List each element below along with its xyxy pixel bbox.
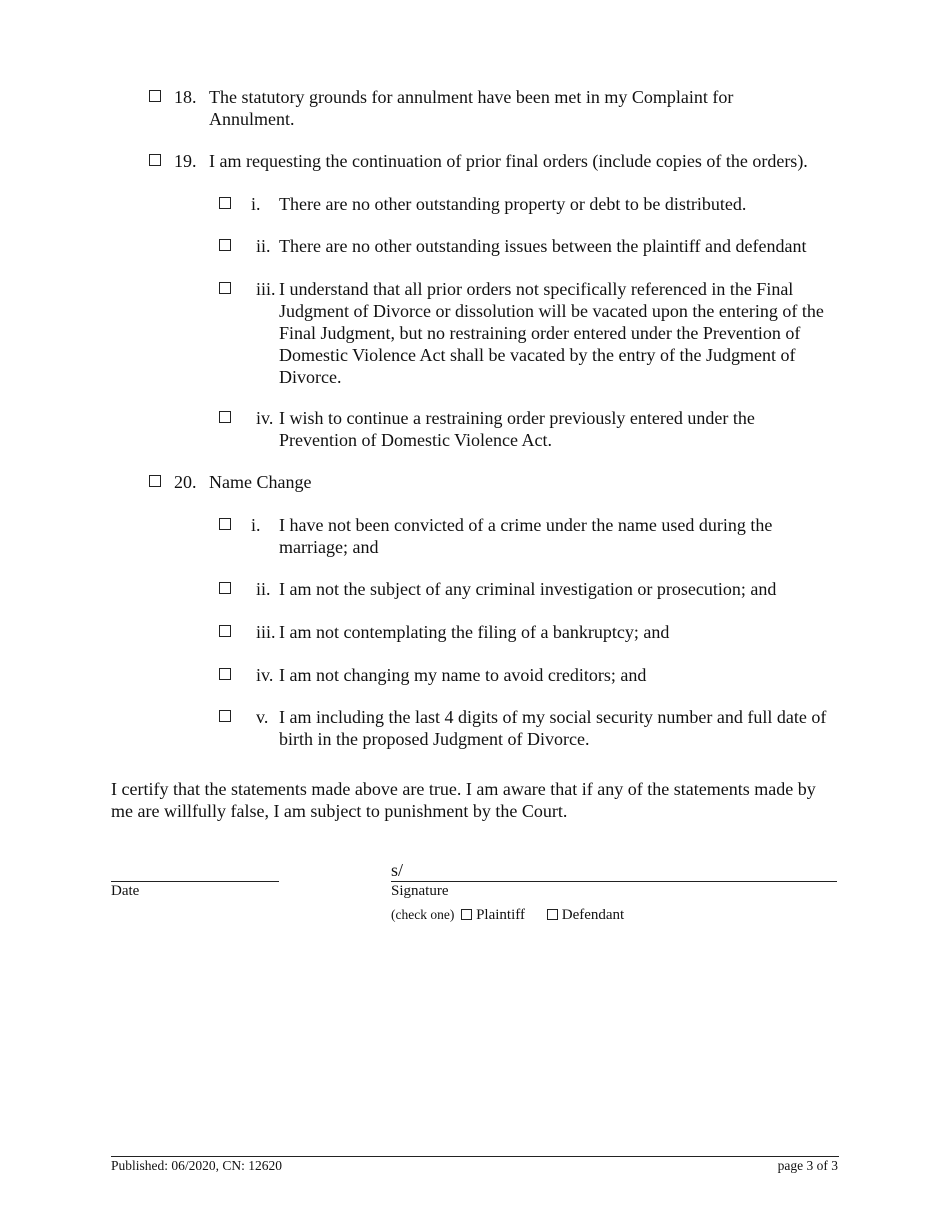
sub-item-number: iv. xyxy=(256,665,274,685)
sub-item-number: v. xyxy=(256,707,269,727)
item-text: Name Change xyxy=(209,472,312,492)
sub-item-text: I am including the last 4 digits of my social security number and full date of birth in the proposed Judgment of Divorce. xyxy=(279,707,827,749)
item-20-sub-i xyxy=(0,514,950,560)
item-19-sub-i-checkbox[interactable] xyxy=(219,197,231,209)
sub-item-number: iii. xyxy=(256,622,276,642)
item-20-sub-v-checkbox[interactable] xyxy=(219,710,231,722)
sub-item-text: I understand that all prior orders not specifically referenced in the Final Judgment of Divorce or dissolution will be vacated upon the entering of the Final Judgment, but no restraining order entered under the Prevention of Domestic Violence Act shall be vacated by the entry of the Judgment of Divorce. xyxy=(279,279,824,387)
item-20-sub-ii-checkbox[interactable] xyxy=(219,582,231,594)
footer-page-number: page 3 of 3 xyxy=(777,1158,838,1173)
sub-item-text: I am not the subject of any criminal investigation or prosecution; and xyxy=(279,579,777,599)
item-19 xyxy=(0,150,950,174)
defendant-label: Defendant xyxy=(561,907,625,923)
sub-item-text: I am not contemplating the filing of a bankruptcy; and xyxy=(279,622,670,642)
item-20-sub-iii-checkbox[interactable] xyxy=(219,625,231,637)
item-20-sub-v xyxy=(0,706,950,752)
item-20-sub-iv-checkbox[interactable] xyxy=(219,668,231,680)
item-20-sub-iii xyxy=(0,621,950,645)
sub-item-text: I am not changing my name to avoid creditors; and xyxy=(279,665,647,685)
sub-item-text: There are no other outstanding property or debt to be distributed. xyxy=(279,194,747,214)
item-number: 20. xyxy=(174,472,197,492)
sub-item-number: iv. xyxy=(256,408,274,428)
item-text: The statutory grounds for annulment have been met in my Complaint for Annulment. xyxy=(209,87,734,129)
date-label: Date xyxy=(111,883,140,899)
sub-item-number: iii. xyxy=(256,279,276,299)
item-20-sub-iv xyxy=(0,664,950,688)
item-18-checkbox[interactable] xyxy=(149,90,161,102)
item-18 xyxy=(0,86,950,132)
sub-item-number: ii. xyxy=(256,579,271,599)
item-19-sub-ii xyxy=(0,235,950,259)
party-selection xyxy=(391,906,624,924)
item-20 xyxy=(0,471,950,495)
plaintiff-checkbox[interactable] xyxy=(461,909,472,920)
sub-item-number: ii. xyxy=(256,236,271,256)
footer-published: Published: 06/2020, CN: 12620 xyxy=(111,1158,283,1173)
item-19-sub-iii-checkbox[interactable] xyxy=(219,282,231,294)
signature-prefix: s/ xyxy=(391,860,404,880)
sub-item-number: i. xyxy=(251,194,261,214)
sub-item-text: There are no other outstanding issues between the plaintiff and defendant xyxy=(279,236,807,256)
item-number: 18. xyxy=(174,87,197,107)
sub-item-number: i. xyxy=(251,515,261,535)
signature-line[interactable] xyxy=(391,881,837,882)
item-19-sub-iv-checkbox[interactable] xyxy=(219,411,231,423)
item-19-sub-iv xyxy=(0,407,950,453)
item-19-checkbox[interactable] xyxy=(149,154,161,166)
item-19-sub-ii-checkbox[interactable] xyxy=(219,239,231,251)
item-number: 19. xyxy=(174,151,197,171)
defendant-checkbox[interactable] xyxy=(547,909,558,920)
sub-item-text: I wish to continue a restraining order previously entered under the Prevention of Domestic Violence Act. xyxy=(279,408,755,450)
signature-label: Signature xyxy=(391,883,449,899)
item-text: I am requesting the continuation of prior final orders (include copies of the orders). xyxy=(209,151,808,171)
sub-item-text: I have not been convicted of a crime under the name used during the marriage; and xyxy=(279,515,773,557)
item-19-sub-iii xyxy=(0,278,950,388)
footer-rule xyxy=(111,1156,839,1157)
certification-statement: I certify that the statements made above are true. I am aware that if any of the statements made by me are willfully false, I am subject to punishment by the Court. xyxy=(111,779,816,821)
item-19-sub-i xyxy=(0,193,950,217)
plaintiff-label: Plaintiff xyxy=(476,907,525,923)
item-20-sub-i-checkbox[interactable] xyxy=(219,518,231,530)
item-20-sub-ii xyxy=(0,578,950,602)
item-20-checkbox[interactable] xyxy=(149,475,161,487)
check-one-label: (check one) xyxy=(391,907,455,922)
